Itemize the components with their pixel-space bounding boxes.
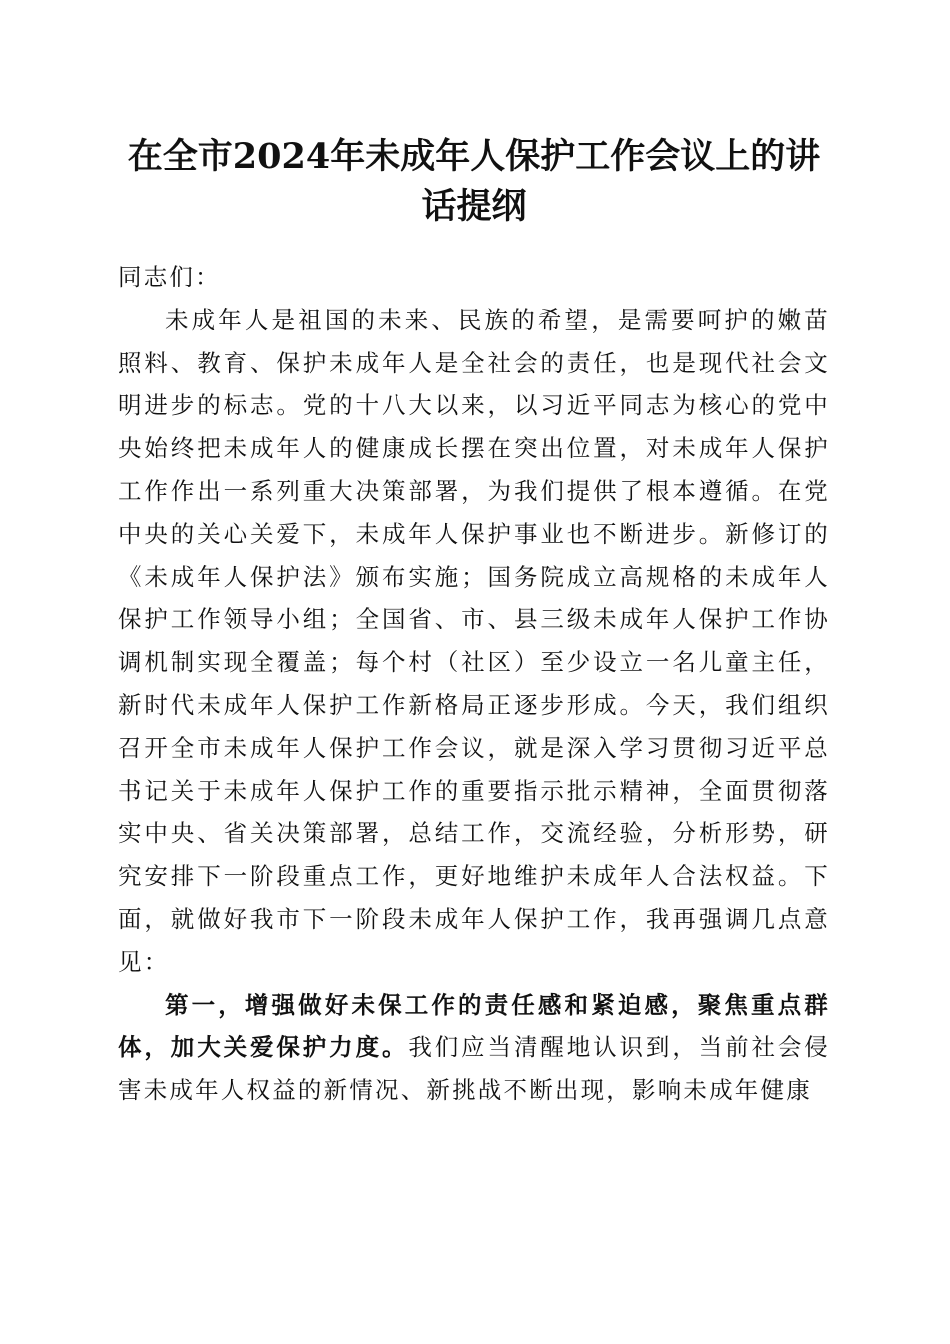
salutation: 同志们： [118,263,221,291]
opening-paragraph: 未成年人是祖国的未来、民族的希望，是需要呵护的嫩苗照料、教育、保护未成年人是全社会的责任，也是现代社会文明进步的标志。党的十八大以来，以习近平同志为核心的党中央始终把未成年人的健康成长摆在突出位置，对未成年人保护工作作出一系列重大决策部署，为我们提供了根本遵循。在党中央的关心关爱下，未成年人保护事业也不断进步。新修订的《未成年人保护法》颁布实施；国务院成立高规格的未成年人保护工作领导小组；全国省、市、县三级未成年人保护工作协调机制实现全覆盖；每个村（社区）至少设立一名儿童主任，新时代未成年人保护工作新格局正逐步形成。今天，我们组织召开全市未成年人保护工作会议，就是深入学习贯彻习近平总书记关于未成年人保护工作的重要指示批示精神，全面贯彻落实中央、省关决策部署，总结工作，交流经验，分析形势，研究安排下一阶段重点工作，更好地维护未成年人合法权益。下面，就做好我市下一阶段未成年人保护工作，我再强调几点意见： [118,305,830,976]
first-point-text: 我们应当清醒地认识到，当前社会侵害未成年人权益的新情况、新挑战不断出现，影响未成年健康 [118,1033,830,1105]
first-point-heading: 第一，增强做好未保工作的责任感和紧迫感，聚焦重点群体，加大关爱保护力度。 [118,990,830,1062]
document-title: 在全市2024年未成年人保护工作会议上的讲话提纲 [127,136,821,227]
first-point-paragraph [118,984,830,1112]
document-body [118,256,830,1112]
